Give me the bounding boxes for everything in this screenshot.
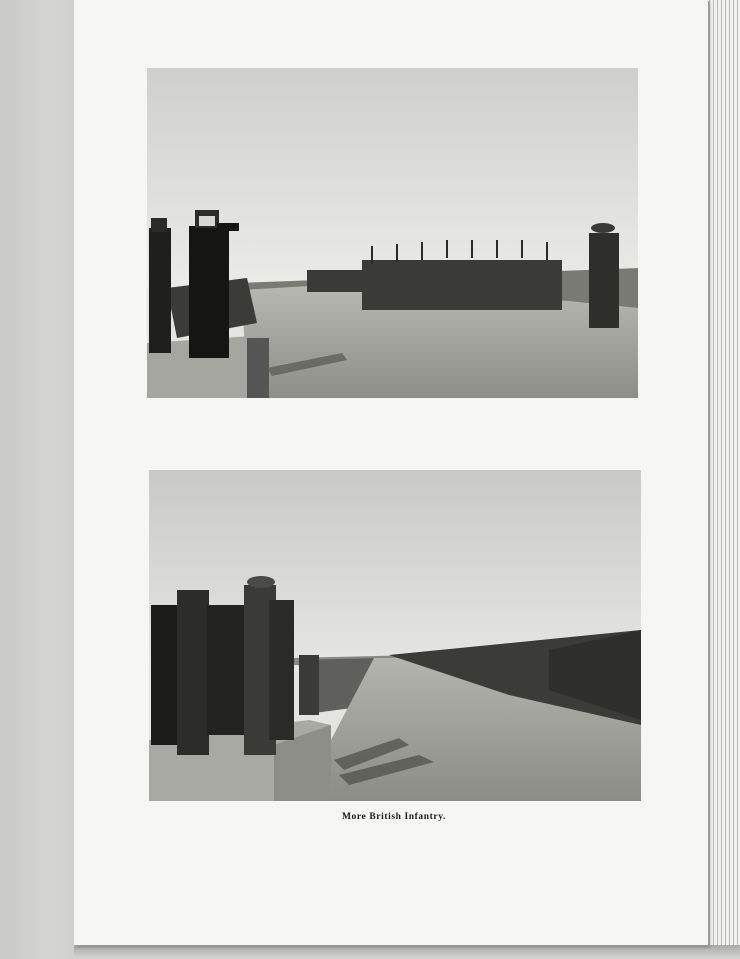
- photograph-salute-rifles: [147, 68, 638, 398]
- photo-caption: More British Infantry.: [341, 812, 447, 822]
- page-shadow: [74, 945, 740, 959]
- photograph-infantry-march: [149, 470, 641, 801]
- scan-background: [0, 0, 80, 959]
